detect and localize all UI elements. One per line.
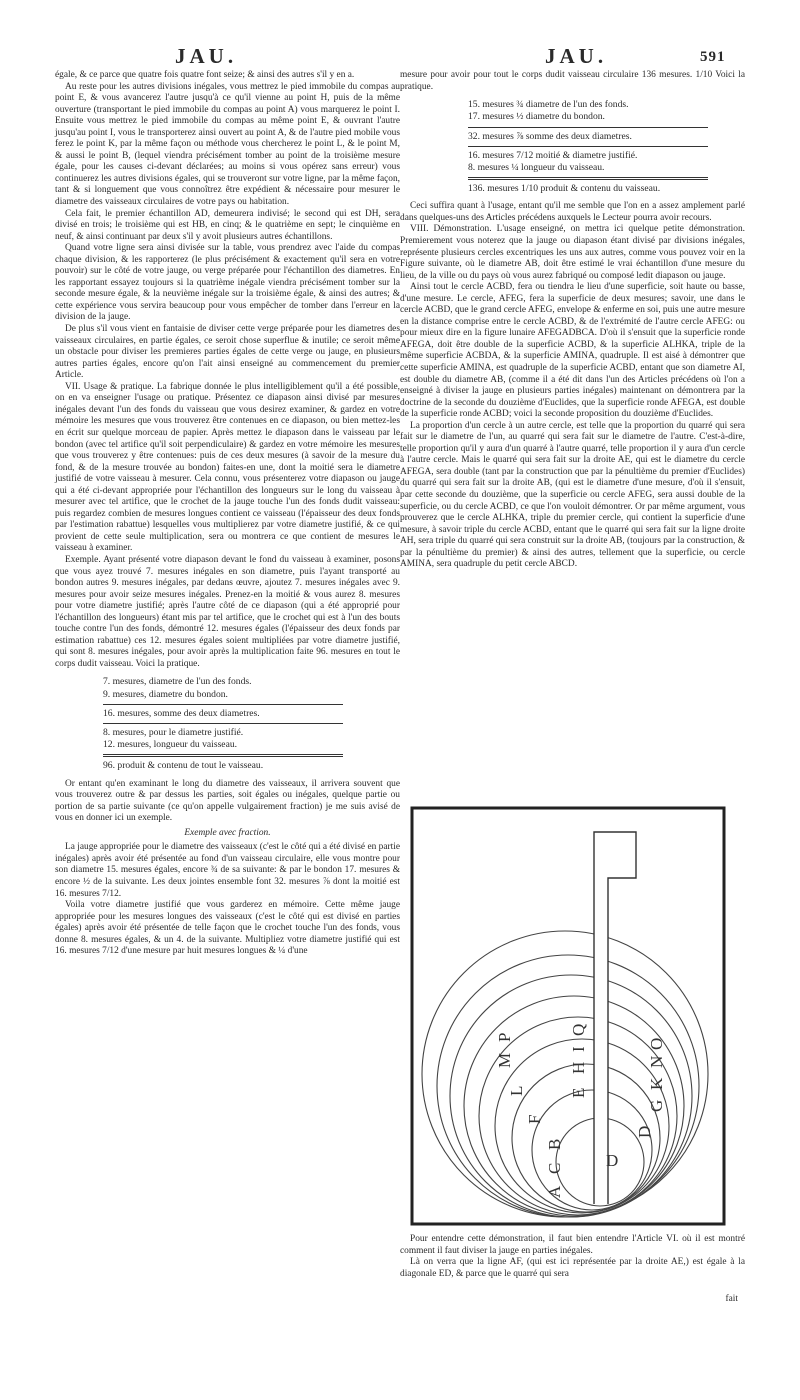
paragraph: VII. Usage & pratique. La fabrique donnée le plus intelligiblement qu'il a été possible, on en va enseigner l'usage ou pratique. Présentez ce diapason ainsi divisé par mesures inégales devant l'un des fonds du vaisseau que vous desirez examiner, & gardez en votre mémoire les mesures que vous trouverez être contenues en ce diapason, ou bien mettez-les en écrit sur quelque morceau de papier. Après mettez le diapason dans le vaisseau par le bondon (avec tel artifice qu'il soit perpendiculaire) & gardez en votre mémoire les mesures que vous trouverez y être contenues: puis de ces deux mesures (à savoir de la mesure du fond, & de la mesure trouvée au bondon) faites-en une, dont la moitié sera le diametre justifié de votre vaisseau à mesurer. Cela connu, vous présenterez votre diapason ou jauge qui a été ci-devant appropriée pour l'échantillon des longueurs sur le long du vaisseau à mesurer avec tel artifice, que le crochet de la jauge touche l'un des fonds dudit vaisseau: puis regardez combien de mesures longues contient ce vaisseau (l'épaisseur des deux fonds par l'estimation rabattue) lesquelles vous multiplierez par votre diametre justifié, & ce qui provient de cette seule multiplication, sera ou montrera ce que contient de mesures le vaisseau à examiner. xyxy=(55,381,400,554)
figure-caption xyxy=(400,1234,745,1280)
divider xyxy=(103,754,343,757)
calc-line: 32. mesures ⅞ somme des deux diametres. xyxy=(468,130,632,142)
paragraph: Quand votre ligne sera ainsi divisée sur la table, vous prendrez avec l'aide du compas chaque division, & les rapporterez (le plus précisément & exactement qu'il sera en votre pouvoir) sur le côté de votre jauge, ou verge préparée pour l'échantillon des diametres. En les rapportant essayez toujours si la quatrième inégale viendra précisément tomber sur la seconde mesure égale, & la neuvième inégale sur la troisième égale, & ainsi des autres; & cette expérience vous servira beaucoup pour vous empêcher de tomber dans l'erreur en la division de la jauge. xyxy=(55,243,400,323)
gauge-diagram xyxy=(410,806,726,1226)
paragraph: La proportion d'un cercle à un autre cercle, est telle que la proportion du quarré qui sera fait sur le diametre de l'un, au quarré qui sera fait sur le diametre de l'autre. C'est-à-dire, telle proportion qu'il y aura d'un quarré à l'autre quarré, telle proportion il y aura d'un cercle à l'autre cercle. Mais le quarré qui sera fait sur la droite AE, qui est le diametre du cercle AFEGA, sera double (tant par la construction que par la pénultième du premier d'Euclides) du quarré qui sera fait sur la droite AB, (qui est le diametre d'une mesure, d'où il s'ensuit, par cette seconde du douzième, que la superficie ou cercle AFEG, sera aussi double de la superficie, ou du cercle ACBD, ce que l'on vouloit démontrer. Or par même argument, vous prouverez que le cercle ALHKA, triple du premier cercle, qui contient la superficie d'une mesure, à savoir triple du cercle ACBD, entant que le quarré qui sera fait sur la ligne droite AH, sera triple du quarré qui sera construit sur la droite AB, (toujours par la construction, & par la pénultième du premier) & ainsi des autres, tellement que la superficie, ou cercle AMINA, sera quadruple du petit cercle ABCD. xyxy=(400,420,745,570)
paragraph: Ainsi tout le cercle ACBD, fera ou tiendra le lieu d'une superficie, soit haute ou basse, d'une mesure. Le cercle, AFEG, fera la superficie de deux mesures; savoir, une dans le cercle ACBD, que le grand cercle AFEG, envelope & enferme en soi, puis une autre mesure en la distance comprise entre le cercle ACBD, & de l'extrémité de l'autre cercle AFEG: ou pour mieux dire en la figure lunaire AFEGADBCA. D'où il s'ensuit que la superficie ronde AFEGA, doit être double de la superficie ACBD, & la superficie ALHKA, triple de la même superficie ACBDA, & la superficie AMINA, quadruple. Il est aisé à démontrer que cette superficie AMINA, est quadruple de la superficie ACBD, entant que son diametre AI, est double du diametre AB, (comme il a été dit dans l'un des Articles précédens où l'on a enseigné à diviser la jauge en plusieurs parties inégales) maintenant on démontrera par la doctrine de la seconde du douzième d'Euclides, que la superficie ronde AFEGA, est double de la superficie ronde ACBD; voici la seconde proposition du douzième d'Euclides. xyxy=(400,282,745,420)
label-P: P xyxy=(495,1032,514,1042)
label-A: A xyxy=(545,1185,564,1198)
divider xyxy=(468,177,708,180)
label-D: D xyxy=(606,1151,619,1170)
paragraph: La jauge appropriée pour le diametre des vaisseaux (c'est le côté qui a été divisé en partie inégales) après avoir été présentée au fond d'un vaisseau circulaire, elle vous montre pour son diametre 15. mesures égales, encore ¾ de sa suivante: & par le bondon 17. mesures & encore ½ de la suivante. Les deux jointes ensemble font 32. mesures ⅞ dont la moitié est 16. mesures 7/12. xyxy=(55,842,400,899)
calculation-table xyxy=(468,99,745,195)
paragraph: Ceci suffira quant à l'usage, entant qu'il me semble que l'on en a assez amplement parlé dans quelques-uns des Articles précédens auxquels le Lecteur pourra avoir recours. xyxy=(400,201,745,223)
label-K: K xyxy=(647,1077,666,1090)
running-head-right: JAU. xyxy=(545,44,608,68)
label-D-right: D xyxy=(635,1125,654,1138)
label-Q: Q xyxy=(569,1023,588,1036)
calc-line: 15. mesures ¾ diametre de l'un des fonds. xyxy=(468,99,629,111)
calc-line: 17. mesures ½ diametre du bondon. xyxy=(468,111,605,123)
label-H: H xyxy=(569,1061,588,1074)
gauge-rod xyxy=(594,832,636,1204)
label-B: B xyxy=(545,1138,564,1150)
paragraph: VIII. Démonstration. L'usage enseigné, on mettra ici quelque petite démonstration. Premierement vous noterez que la jauge ou diapason étant divisé par divisions inégales, représente plusieurs cercles excentriques les uns aux autres, comme vous pouvez voir en la Figure suivante, où le diametre AB, doit être estimé le vrai échantillon d'une mesure du lieu, de la ville ou du pays où vous aurez fabriqué ou composé ledit diapason ou jauge. xyxy=(400,224,745,281)
label-F: F xyxy=(525,1114,544,1124)
divider xyxy=(103,704,343,705)
paragraph: De plus s'il vous vient en fantaisie de diviser cette verge préparée pour les diametres des vaisseaux circulaires, en partie égales, ce seroit chose superflue & inutile; ce seroit même un obstacle pour diviser les premieres parties égales de cette verge ou jauge, en plusieurs autres parties égales, encore qu'on l'ait ainsi enseigné au commencement du premier Article. xyxy=(55,324,400,381)
paragraph: mesure pour avoir pour tout le corps dudit vaisseau circulaire 136 mesures. 1/10 Voici la pratique. xyxy=(400,70,745,92)
running-head-left: JAU. xyxy=(175,44,238,68)
calc-line: 8. mesures ¼ longueur du vaisseau. xyxy=(468,161,605,173)
paragraph: Pour entendre cette démonstration, il faut bien entendre l'Article VI. où il est montré comment il faut diviser la jauge en parties inégales. xyxy=(400,1234,745,1256)
calc-line: 136. mesures 1/10 produit & contenu du vaisseau. xyxy=(468,183,661,195)
label-E: E xyxy=(569,1087,588,1098)
paragraph: Au reste pour les autres divisions inégales, vous mettrez le pied immobile du compas au point E, & vous avancerez l'autre jusqu'à ce qu'il vienne au point H, puis de la même ouverture (transportant le pied immobile du compas au point A) vous marquerez le point I. Ensuite vous mettrez le pied immobile du compas au même point E, & ouvrant l'autre jusqu'au point I, vous le transporterez ainsi ouvert au point A, & de l'autre pied mobile vous ferez le point K, par la même façon ou méthode vous chercherez le point L, & le point M, & aussi le point B, (lequel viendra précisément tomber au point de la troisième mesure égale, pour les causes ci-devant déclarées; au moins si vous opérez sans erreur) vous continuerez les autres divisions égales, qui se trouveront sur votre ligne, par la même façon, tant & si longuement que vous connoîtrez être expédient & nécessaire pour mesurer le diametre des vaisseaux circulaires de votre pays ou habitation. xyxy=(55,81,400,208)
catchword: fait xyxy=(725,1294,738,1304)
paragraph: Or entant qu'en examinant le long du diametre des vaisseaux, il arrivera souvent que vous trouverez outre & par dessus les parties, soit égales ou inégales, quelque partie ou portion de sa partie suivante (ce qu'on appelle vulgairement fraction) je me suis avisé de vous en donner ici un exemple. xyxy=(55,778,400,824)
label-N: N xyxy=(647,1055,666,1068)
page-number: 591 xyxy=(700,49,726,65)
divider xyxy=(468,127,708,128)
divider xyxy=(103,723,343,724)
concentric-circles xyxy=(422,931,708,1217)
calc-line: 9. mesures, diametre du bondon. xyxy=(103,688,228,700)
calc-line: 96. produit & contenu de tout le vaisseau. xyxy=(103,760,264,772)
calculation-table xyxy=(103,676,400,772)
label-G: G xyxy=(647,1099,666,1112)
label-O: O xyxy=(647,1037,666,1050)
paragraph: Exemple. Ayant présenté votre diapason devant le fond du vaisseau à examiner, posons que vous ayez trouvé 7. mesures inégales en son diametre, puis l'ayant transporté au bondon autres 9. mesures inégales, par dedans œuvre, ajoutez 7. mesures inégales avec 9. mesures pour avoir seize mesures inégales. Prenez-en la moitié & vous aurez 8. mesures pour votre diametre justifié; après l'autre côté de ce diapason (qui a été approprié pour l'échantillon des longueurs) étant mis par tel artifice, que le crochet qui est à l'un des bouts touche contre l'un des fonds, démontré 12. mesures égales (l'épaisseur des deux fonds par estimation rabattue) ces 12. mesures égales soient multipliées par votre diametre justifié, qui sont 8. mesures inégales, pour avoir après la multiplication faite 96. mesures en tout le corps dudit vaisseau. Voici la pratique. xyxy=(55,554,400,669)
calc-line: 12. mesures, longueur du vaisseau. xyxy=(103,739,238,751)
calc-line: 16. mesures 7/12 moitié & diametre justifié. xyxy=(468,149,638,161)
paragraph: Là on verra que la ligne AF, (qui est ici représentée par la droite AE,) est égale à la diagonale ED, & parce que le quarré qui sera xyxy=(400,1257,745,1279)
right-column xyxy=(400,70,745,571)
label-I: I xyxy=(569,1046,588,1052)
label-M: M xyxy=(495,1052,514,1068)
figure-frame xyxy=(412,808,724,1224)
label-L: L xyxy=(507,1085,526,1096)
paragraph: Voila votre diametre justifié que vous garderez en mémoire. Cette même jauge appropriée pour les mesures longues des vaisseaux (c'est le côté qui est divisé en parties égales) après avoir été présentée de telle façon que le crochet touche l'un des fonds, vous donne 8. mesures égales, & un 4. de la suivante. Multipliez votre diametre justifié qui est 16. mesures 7/12 d'une mesure par huit mesures longues & ¼ d'une xyxy=(55,900,400,957)
calc-line: 8. mesures, pour le diametre justifié. xyxy=(103,727,244,739)
paragraph: Cela fait, le premier échantillon AD, demeurera indivisé; le second qui est DH, sera divisé en trois; le troisième qui est HB, en cinq; & le quatrième en sept; le cinquième en neuf, & ainsi continuant par deux s'il y avoit plusieurs autres échantillons. xyxy=(55,208,400,242)
divider xyxy=(468,146,708,147)
calc-line: 16. mesures, somme des deux diametres. xyxy=(103,707,260,719)
section-heading: Exemple avec fraction. xyxy=(184,827,271,838)
label-C: C xyxy=(545,1162,564,1174)
calc-line: 7. mesures, diametre de l'un des fonds. xyxy=(103,676,252,688)
left-column xyxy=(55,70,400,958)
paragraph: égale, & ce parce que quatre fois quatre font seize; & ainsi des autres s'il y en a. xyxy=(55,70,355,80)
